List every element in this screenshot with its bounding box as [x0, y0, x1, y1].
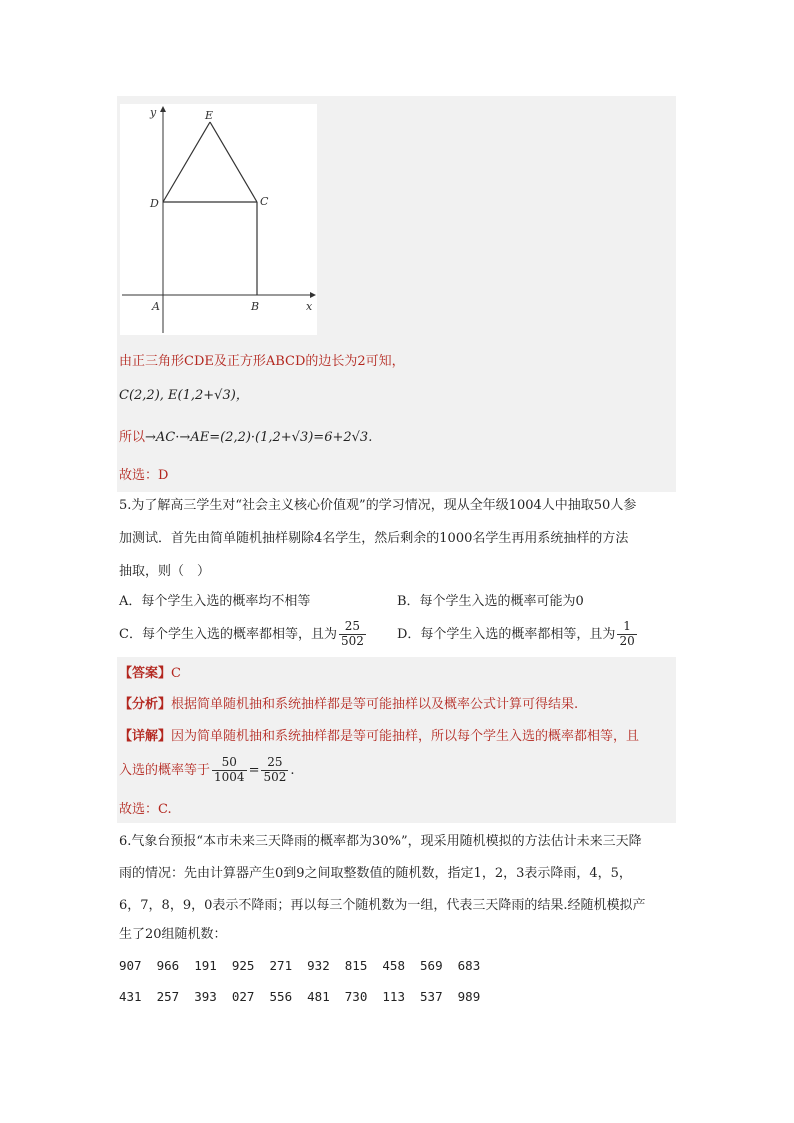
answer-tag: 【答案】 — [119, 666, 172, 681]
label-e: E — [205, 109, 214, 122]
solution-4-dot-product: 所以→AC·→AE=(2,2)·(1,2+√3)=6+2√3. — [119, 430, 373, 445]
option-c-fraction: $\frac{25}{502}$ — [340, 619, 364, 648]
dot-product-result: =(2,2)·(1,2+√3)=6+2√3. — [209, 430, 373, 445]
option-d-fraction: $\frac{1}{20}$ — [619, 619, 635, 648]
question-6-line-3: 6，7，8，9，0表示不降雨；再以每三个随机数为一组，代表三天降雨的结果.经随机模拟产 — [119, 898, 646, 913]
solution-5-probability: 入选的概率等于 $\frac{50}{1004}$ = $\frac{25}{502}$ . — [119, 755, 295, 784]
question-6-line-1: 6.气象台预报“本市未来三天降雨的概率都为30%”，现采用随机模拟的方法估计未来三天降 — [119, 834, 642, 849]
segment-ec — [210, 122, 257, 202]
option-d-text: D．每个学生入选的概率都相等，且为 — [397, 626, 616, 642]
solution-4-answer: 故选：D — [119, 468, 169, 483]
option-a: A．每个学生入选的概率均不相等 — [119, 594, 311, 609]
label-d: D — [150, 197, 159, 210]
dot-product-prefix: 所以 — [119, 430, 146, 445]
solution-5-answer — [119, 667, 181, 680]
answer-value: C — [171, 666, 181, 681]
solution-5-analysis — [119, 698, 578, 711]
label-a: A — [152, 300, 160, 313]
question-5-stem-line-1: 5.为了解高三学生对“社会主义核心价值观”的学习情况，现从全年级1004人中抽取50人参 — [119, 498, 637, 513]
label-y: y — [150, 106, 157, 119]
fraction-50-1004: $\frac{50}{1004}$ — [214, 755, 245, 784]
solution-5-detail — [119, 730, 639, 743]
vector-ae: →AE — [179, 430, 210, 445]
question-5-stem-line-3: 抽取，则（ ） — [119, 564, 211, 579]
random-numbers-row-1: 907 966 191 925 271 932 815 458 569 683 — [119, 958, 481, 973]
question-5-stem-line-2: 加测试．首先由简单随机抽样剔除4名学生，然后剩余的1000名学生再用系统抽样的方法 — [119, 531, 629, 546]
solution-4-coordinates: C(2,2), E(1,2+√3)， — [119, 388, 249, 403]
question-6-line-2: 雨的情况：先由计算器产生0到9之间取整数值的随机数，指定1，2，3表示降雨，4，5， — [119, 866, 632, 881]
option-c-text: C．每个学生入选的概率都相等，且为 — [119, 626, 337, 642]
question-6-line-4: 生了20组随机数： — [119, 927, 227, 942]
y-axis-arrow — [160, 106, 166, 112]
solution-4-line-1: 由正三角形CDE及正方形ABCD的边长为2可知， — [119, 354, 405, 369]
option-d — [397, 620, 639, 649]
label-b: B — [251, 300, 260, 313]
label-c: C — [260, 195, 269, 208]
analysis-tag: 【分析】 — [119, 697, 172, 712]
detail-text: 因为简单随机抽和系统抽样都是等可能抽样，所以每个学生入选的概率都相等，且 — [171, 729, 640, 744]
coordinate-figure — [120, 104, 317, 335]
x-axis-arrow — [310, 292, 316, 298]
solution-5-final: 故选：C. — [119, 802, 172, 817]
fraction-25-502: $\frac{25}{502}$ — [263, 755, 287, 784]
analysis-text: 根据简单随机抽和系统抽样都是等可能抽样以及概率公式计算可得结果. — [171, 697, 579, 712]
option-c — [119, 620, 368, 649]
probability-prefix: 入选的概率等于 — [119, 762, 211, 778]
option-b: B．每个学生入选的概率可能为0 — [397, 594, 584, 609]
vector-ac: →AC — [145, 430, 176, 445]
segment-de — [163, 122, 210, 202]
label-x: x — [306, 300, 313, 313]
figure-svg — [120, 104, 317, 335]
random-numbers-row-2: 431 257 393 027 556 481 730 113 537 989 — [119, 989, 481, 1004]
detail-tag: 【详解】 — [119, 729, 172, 744]
